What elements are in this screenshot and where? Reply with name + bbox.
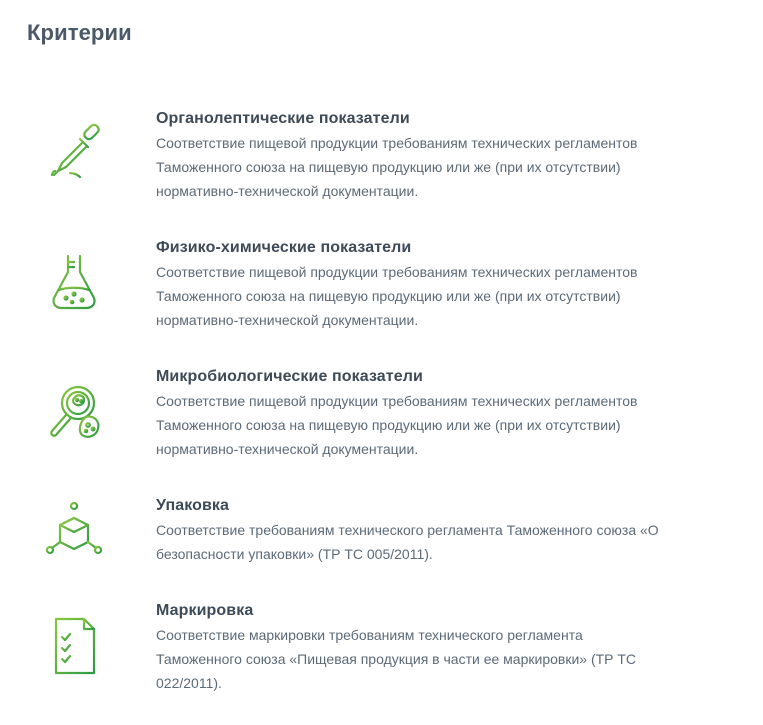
criterion-body <box>156 601 756 695</box>
description-line: Соответствие требованиям технического регламента Таможенного союза «О <box>156 522 659 538</box>
description-line: нормативно-технической документации. <box>156 183 419 199</box>
criterion-body <box>156 109 756 203</box>
criterion-title: Физико-химические показатели <box>156 239 412 256</box>
criterion-description <box>156 260 756 332</box>
criterion-body <box>156 367 756 461</box>
page-title: Критерии <box>27 20 132 45</box>
description-line: нормативно-технической документации. <box>156 312 419 328</box>
criterion-body <box>156 496 756 566</box>
description-line: Таможенного союза на пищевую продукцию или же (при их отсутствии) <box>156 159 621 175</box>
description-line: Таможенного союза «Пищевая продукция в части ее маркировки» (ТР ТС <box>156 651 637 667</box>
description-line: 022/2011). <box>156 675 222 691</box>
description-line: нормативно-технической документации. <box>156 441 419 457</box>
criterion-title: Упаковка <box>156 497 230 514</box>
criterion-description <box>156 389 756 461</box>
criterion-title: Маркировка <box>156 602 254 619</box>
pipette-icon <box>44 121 104 185</box>
description-line: безопасности упаковки» (ТР ТС 005/2011). <box>156 546 433 562</box>
description-line: Соответствие пищевой продукции требованиям технических регламентов <box>156 393 638 409</box>
criterion-description <box>156 131 756 203</box>
criterion-description <box>156 623 756 695</box>
description-line: Соответствие пищевой продукции требованиям технических регламентов <box>156 264 638 280</box>
magnifier-bacteria-icon <box>44 381 104 445</box>
description-line: Соответствие маркировки требованиям технического регламента <box>156 627 583 643</box>
flask-icon <box>44 250 104 314</box>
criterion-title: Органолептические показатели <box>156 110 410 127</box>
description-line: Таможенного союза на пищевую продукцию или же (при их отсутствии) <box>156 288 621 304</box>
description-line: Таможенного союза на пищевую продукцию или же (при их отсутствии) <box>156 417 621 433</box>
package-cube-icon <box>44 500 104 564</box>
criterion-title: Микробиологические показатели <box>156 368 423 385</box>
criterion-body <box>156 238 756 332</box>
checklist-document-icon <box>44 615 104 679</box>
criterion-description <box>156 518 756 566</box>
description-line: Соответствие пищевой продукции требованиям технических регламентов <box>156 135 638 151</box>
